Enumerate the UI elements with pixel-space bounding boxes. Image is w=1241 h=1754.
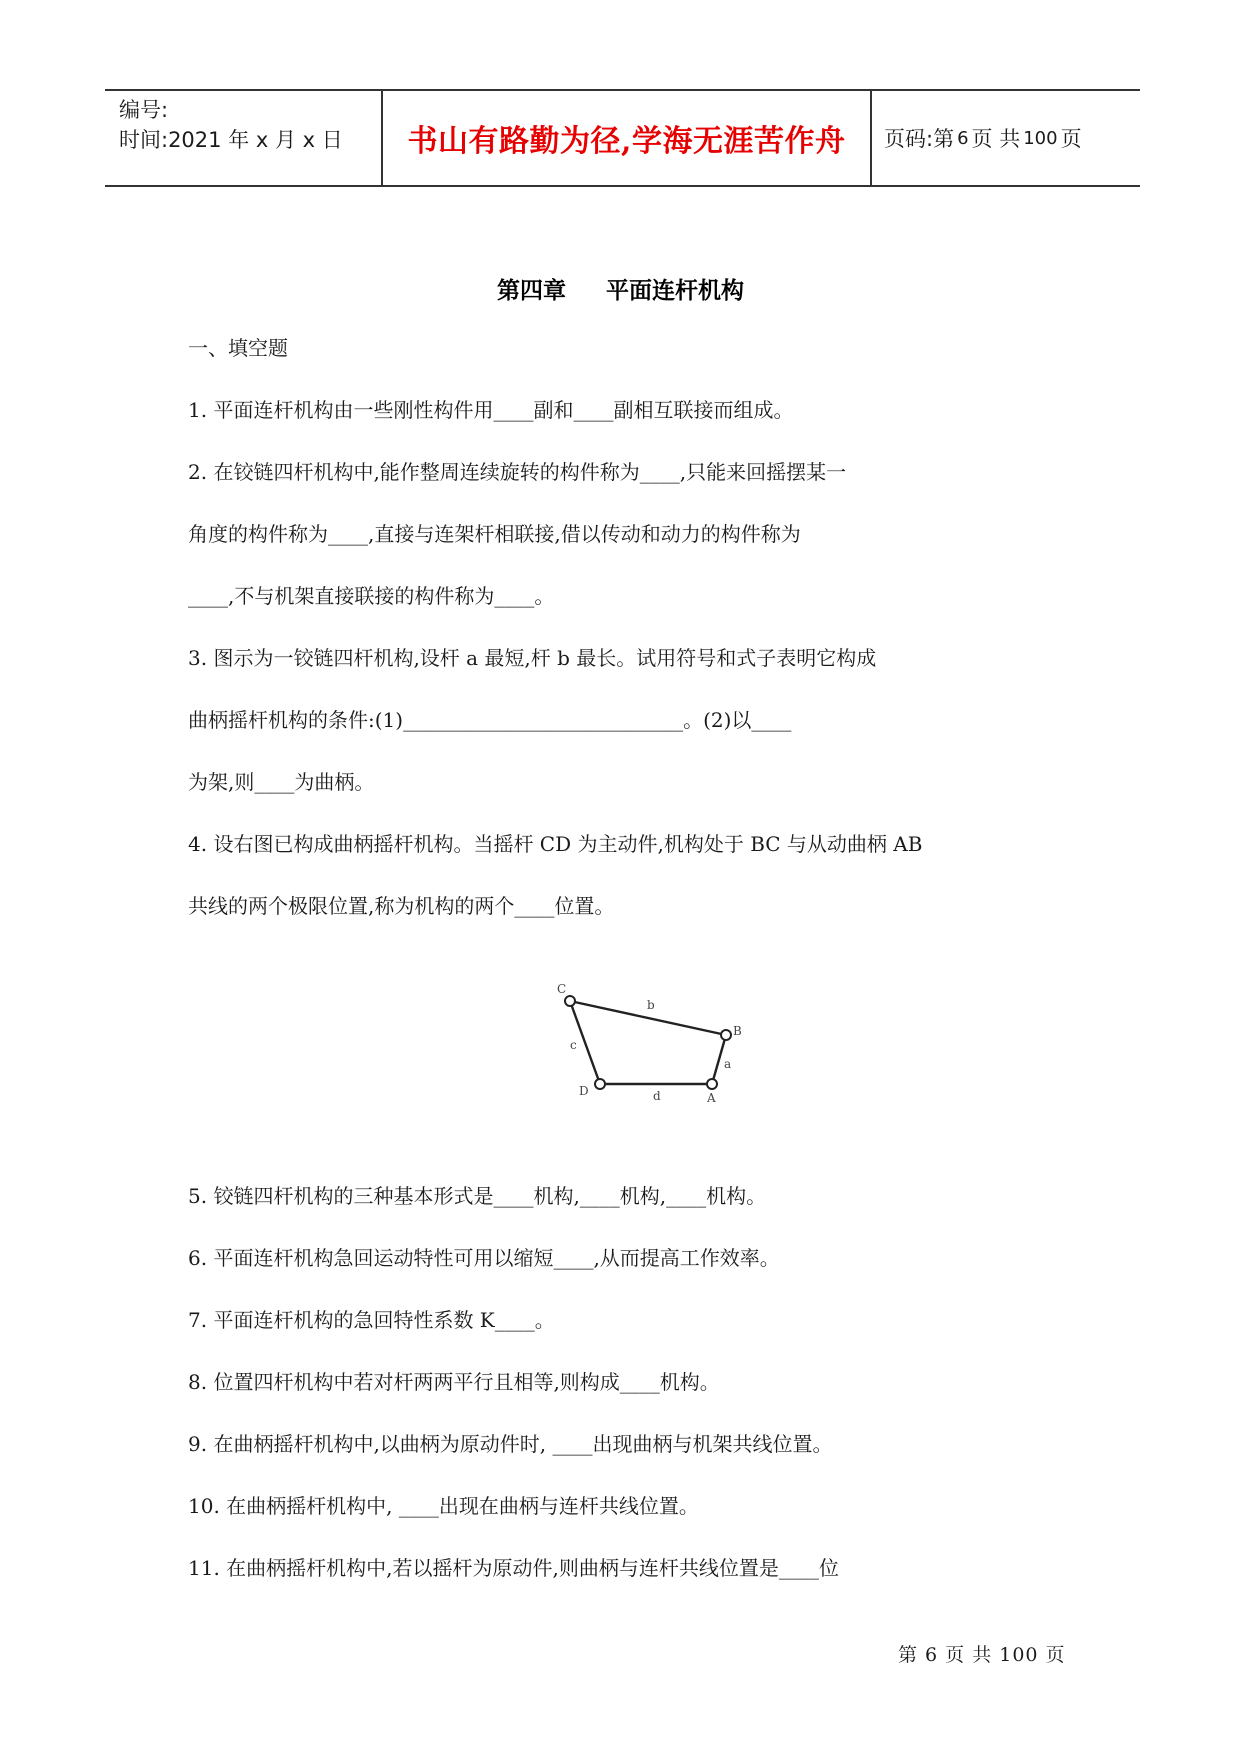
question-line: 4. 设右图已构成曲柄摇杆机构。当摇杆 CD 为主动件,机构处于 BC 与从动曲柄 AB — [188, 832, 923, 856]
page-mid: 页 共 — [971, 127, 1021, 151]
page-suffix: 页 — [1060, 127, 1082, 151]
question-line: 2. 在铰链四杆机构中,能作整周连续旋转的构件称为____,只能来回摇摆某一 — [188, 460, 847, 484]
page-header — [105, 89, 1140, 187]
header-motto: 书山有路勤为径,学海无涯苦作舟 — [383, 91, 872, 185]
question-line: 角度的构件称为____,直接与连架杆相联接,借以传动和动力的构件称为 — [188, 522, 801, 546]
label-C: C — [557, 982, 567, 996]
label-B: B — [733, 1024, 742, 1038]
number-label: 编号: — [119, 98, 169, 122]
label-d: d — [653, 1089, 661, 1103]
label-A: A — [707, 1091, 716, 1105]
page-prefix: 页码:第 — [884, 127, 955, 151]
section-heading: 一、填空题 — [188, 336, 288, 360]
label-D: D — [579, 1084, 589, 1098]
question-line: 为架,则____为曲柄。 — [188, 770, 375, 794]
question-line: 共线的两个极限位置,称为机构的两个____位置。 — [188, 894, 615, 918]
header-meta — [105, 91, 383, 185]
page-number: 6 — [957, 127, 969, 149]
question-line: 9. 在曲柄摇杆机构中,以曲柄为原动件时, ____出现曲柄与机架共线位置。 — [188, 1432, 833, 1456]
chapter-title — [0, 272, 1241, 305]
label-c: c — [570, 1038, 577, 1052]
question-line: 6. 平面连杆机构急回运动特性可用以缩短____,从而提高工作效率。 — [188, 1246, 780, 1270]
joint-c — [565, 996, 575, 1006]
page-total: 100 — [1023, 127, 1058, 149]
chapter-number: 第四章 — [497, 278, 566, 304]
time-label: 时间:2021 年 x 月 x 日 — [119, 128, 343, 152]
header-page-info — [872, 91, 1140, 185]
joint-d — [595, 1079, 605, 1089]
question-line: 11. 在曲柄摇杆机构中,若以摇杆为原动件,则曲柄与连杆共线位置是____位 — [188, 1556, 839, 1580]
question-line: 8. 位置四杆机构中若对杆两两平行且相等,则构成____机构。 — [188, 1370, 720, 1394]
label-b: b — [647, 998, 655, 1012]
question-line: 3. 图示为一铰链四杆机构,设杆 a 最短,杆 b 最长。试用符号和式子表明它构成 — [188, 646, 877, 670]
chapter-name: 平面连杆机构 — [606, 278, 744, 304]
label-a: a — [724, 1057, 732, 1071]
question-line: 7. 平面连杆机构的急回特性系数 K____。 — [188, 1308, 555, 1332]
joint-b — [721, 1030, 731, 1040]
four-bar-linkage-figure — [545, 980, 785, 1120]
question-line: ____,不与机架直接联接的构件称为____。 — [188, 584, 555, 608]
question-line: 1. 平面连杆机构由一些刚性构件用____副和____副相互联接而组成。 — [188, 398, 794, 422]
question-line: 10. 在曲柄摇杆机构中, ____出现在曲柄与连杆共线位置。 — [188, 1494, 699, 1518]
joint-a — [707, 1079, 717, 1089]
page-footer: 第 6 页 共 100 页 — [898, 1644, 1066, 1666]
question-line: 曲柄摇杆机构的条件:(1)____________________________。(2)以____ — [188, 708, 792, 732]
question-line: 5. 铰链四杆机构的三种基本形式是____机构,____机构,____机构。 — [188, 1184, 767, 1208]
